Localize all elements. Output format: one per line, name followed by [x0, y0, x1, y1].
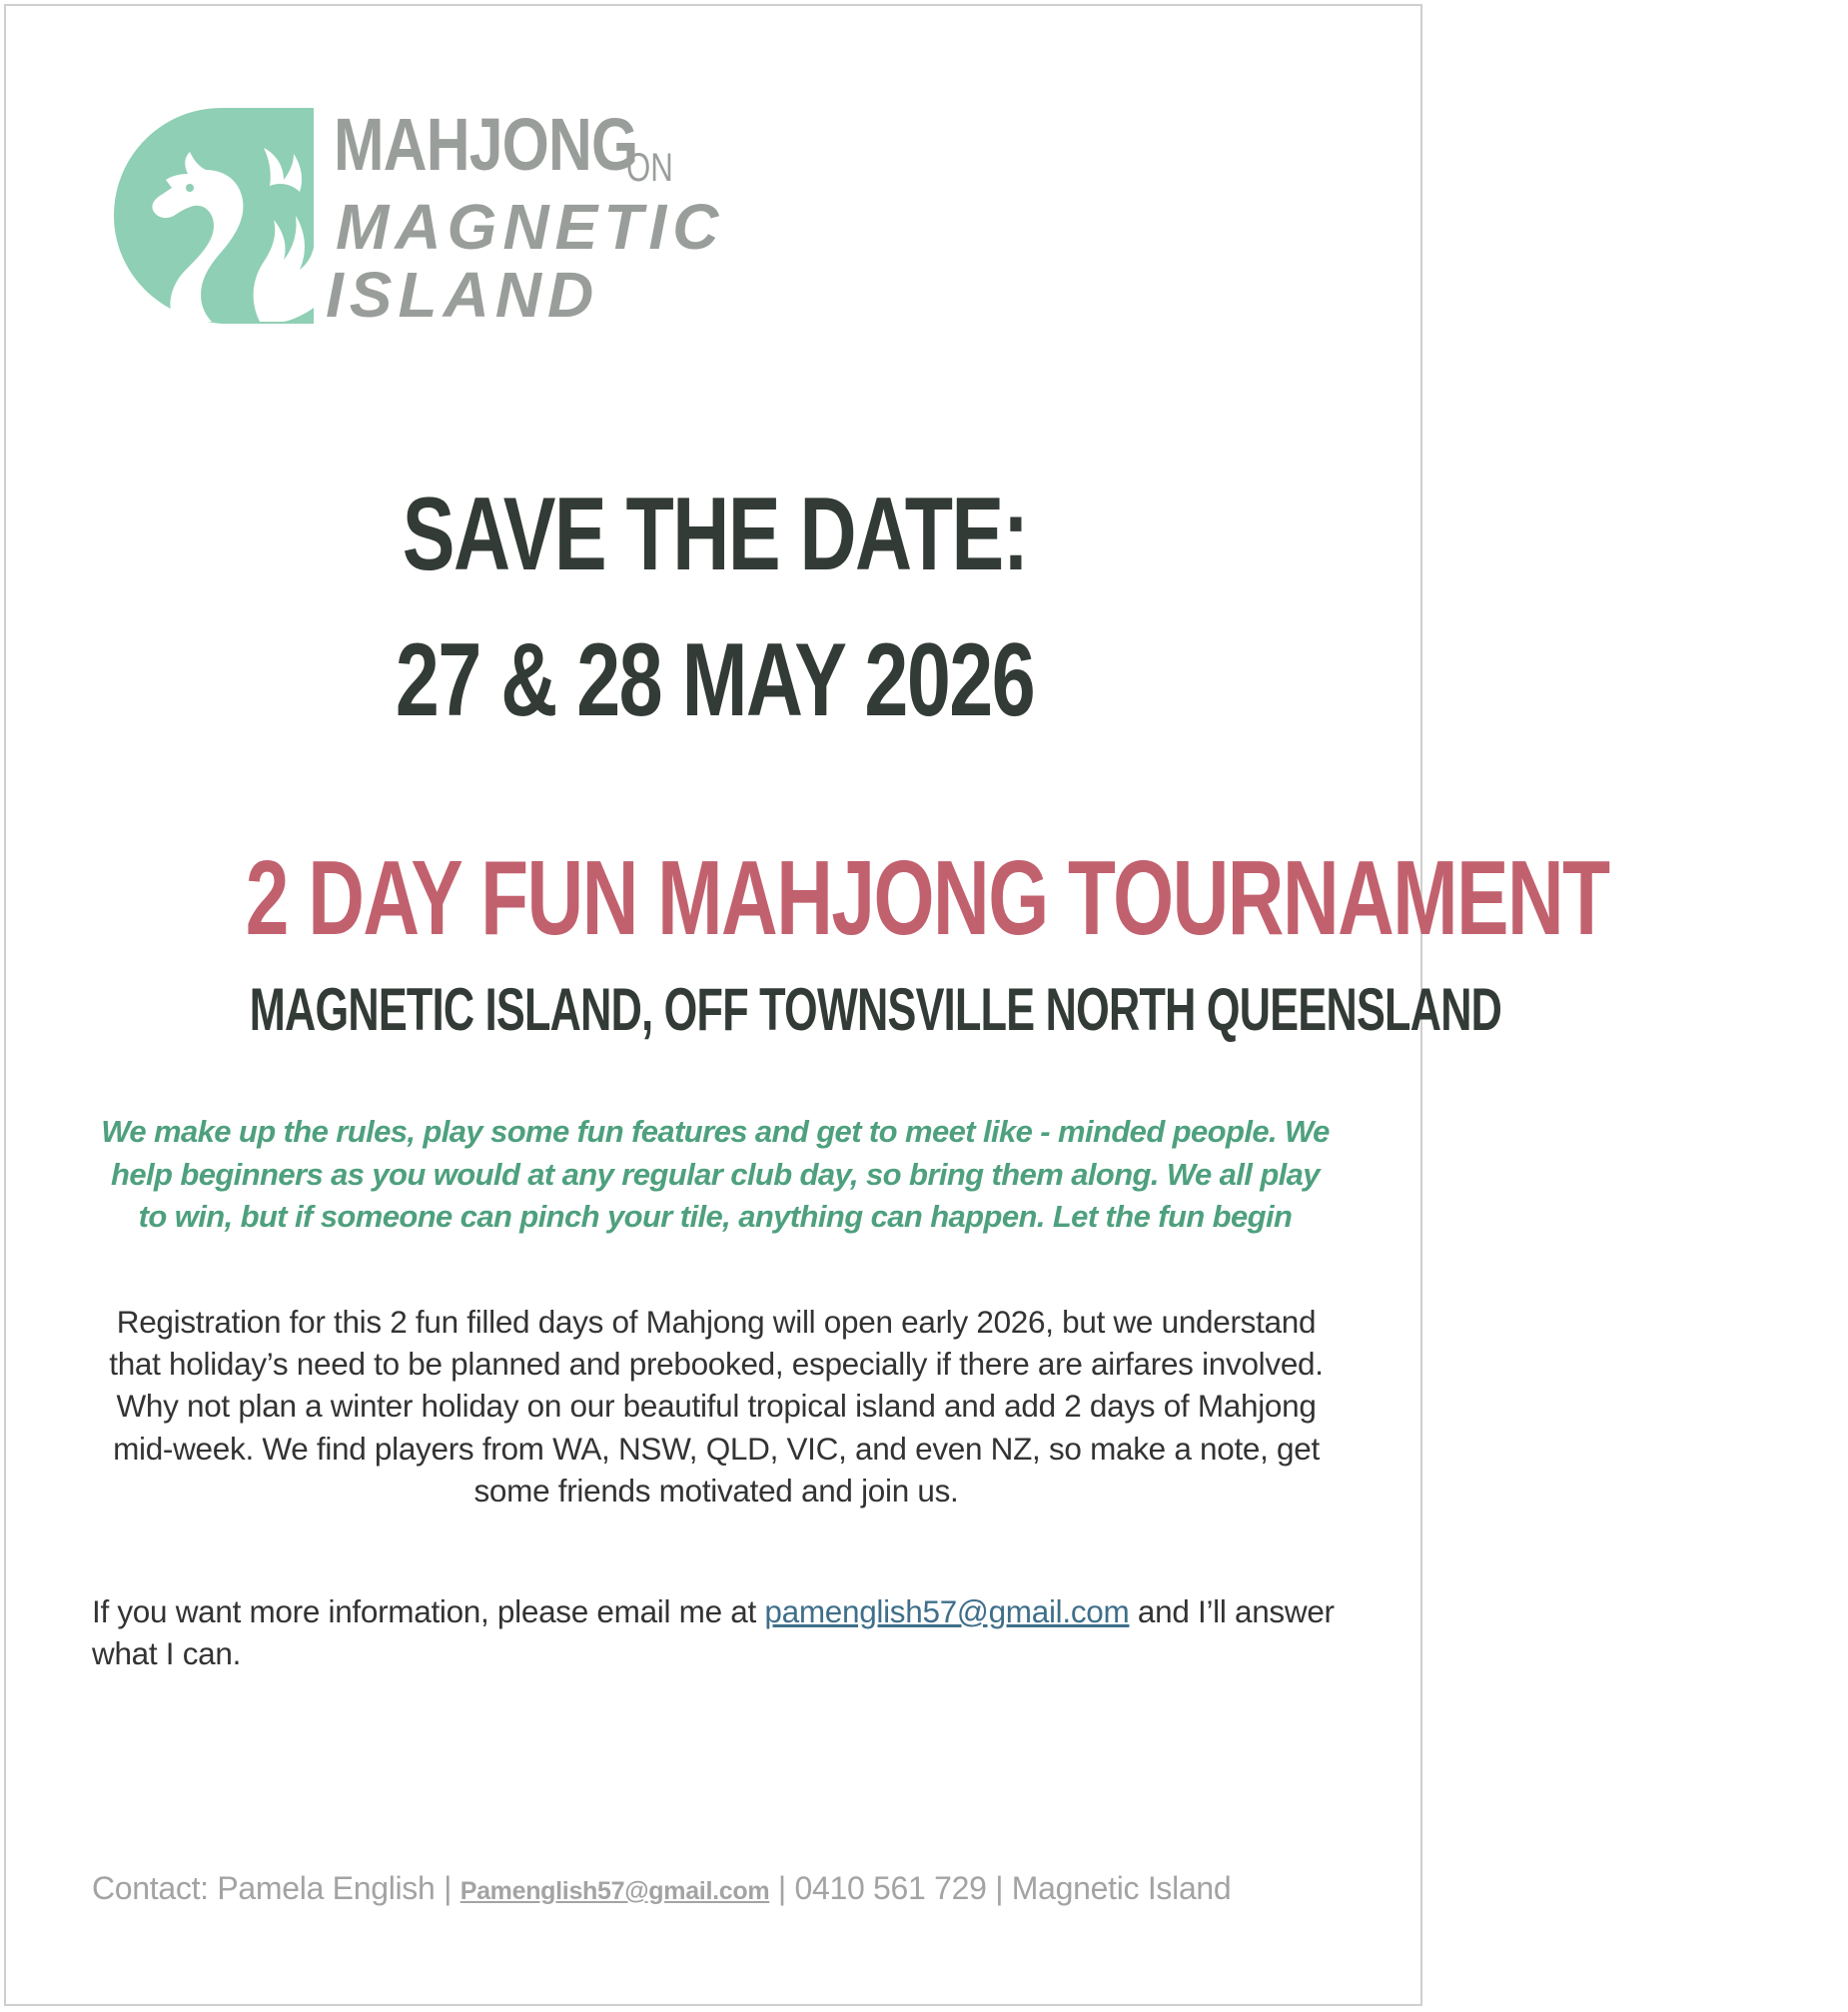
- event-date-heading: 27 & 28 MAY 2026: [396, 622, 1035, 738]
- registration-paragraph: Registration for this 2 fun filled days of Mahjong will open early 2026, but we understand that holiday’s need to be planned and prebooked, especially if there are airfares involved. Why not plan a winter holiday on our beautiful tropical island and add 2 days of Mahjong mid-week. We find players from WA, NSW, QLD, VIC, and even NZ, so make a note, get some friends motivated and join us.: [109, 1304, 1324, 1509]
- footer-email-link[interactable]: Pamenglish57@gmail.com: [460, 1877, 770, 1905]
- logo: [114, 103, 725, 331]
- logo-wordmark-magnetic: MAGNETIC: [336, 191, 725, 263]
- save-the-date-heading: SAVE THE DATE:: [403, 477, 1028, 592]
- seahorse-dragon-icon: [114, 108, 314, 324]
- email-link[interactable]: pamenglish57@gmail.com: [764, 1593, 1130, 1629]
- tournament-title: 2 DAY FUN MAHJONG TOURNAMENT: [245, 839, 1609, 957]
- logo-wordmark-on: ON: [626, 146, 673, 190]
- footer-contact-name: Contact: Pamela English |: [92, 1870, 461, 1906]
- tagline-paragraph: We make up the rules, play some fun features and get to meet like - minded people. We help beginners as you would at any regular club day, so bring them along. We all play to win, but if someone can pinch your tile, anything can happen. Let the fun begin: [101, 1114, 1330, 1234]
- footer-contact: [92, 1870, 1231, 1907]
- info-paragraph: [92, 1590, 1341, 1674]
- location-subtitle: MAGNETIC ISLAND, OFF TOWNSVILLE NORTH QUEENSLAND: [249, 976, 1502, 1043]
- info-suffix: and I’ll answer what I can.: [92, 1593, 1335, 1672]
- document-page: [4, 4, 1609, 2006]
- info-prefix: If you want more information, please email me at: [92, 1593, 765, 1629]
- footer-contact-details: | 0410 561 729 | Magnetic Island: [769, 1870, 1232, 1906]
- logo-wordmark-mahjong: MAHJONG: [334, 103, 638, 186]
- logo-wordmark-island: ISLAND: [326, 259, 600, 331]
